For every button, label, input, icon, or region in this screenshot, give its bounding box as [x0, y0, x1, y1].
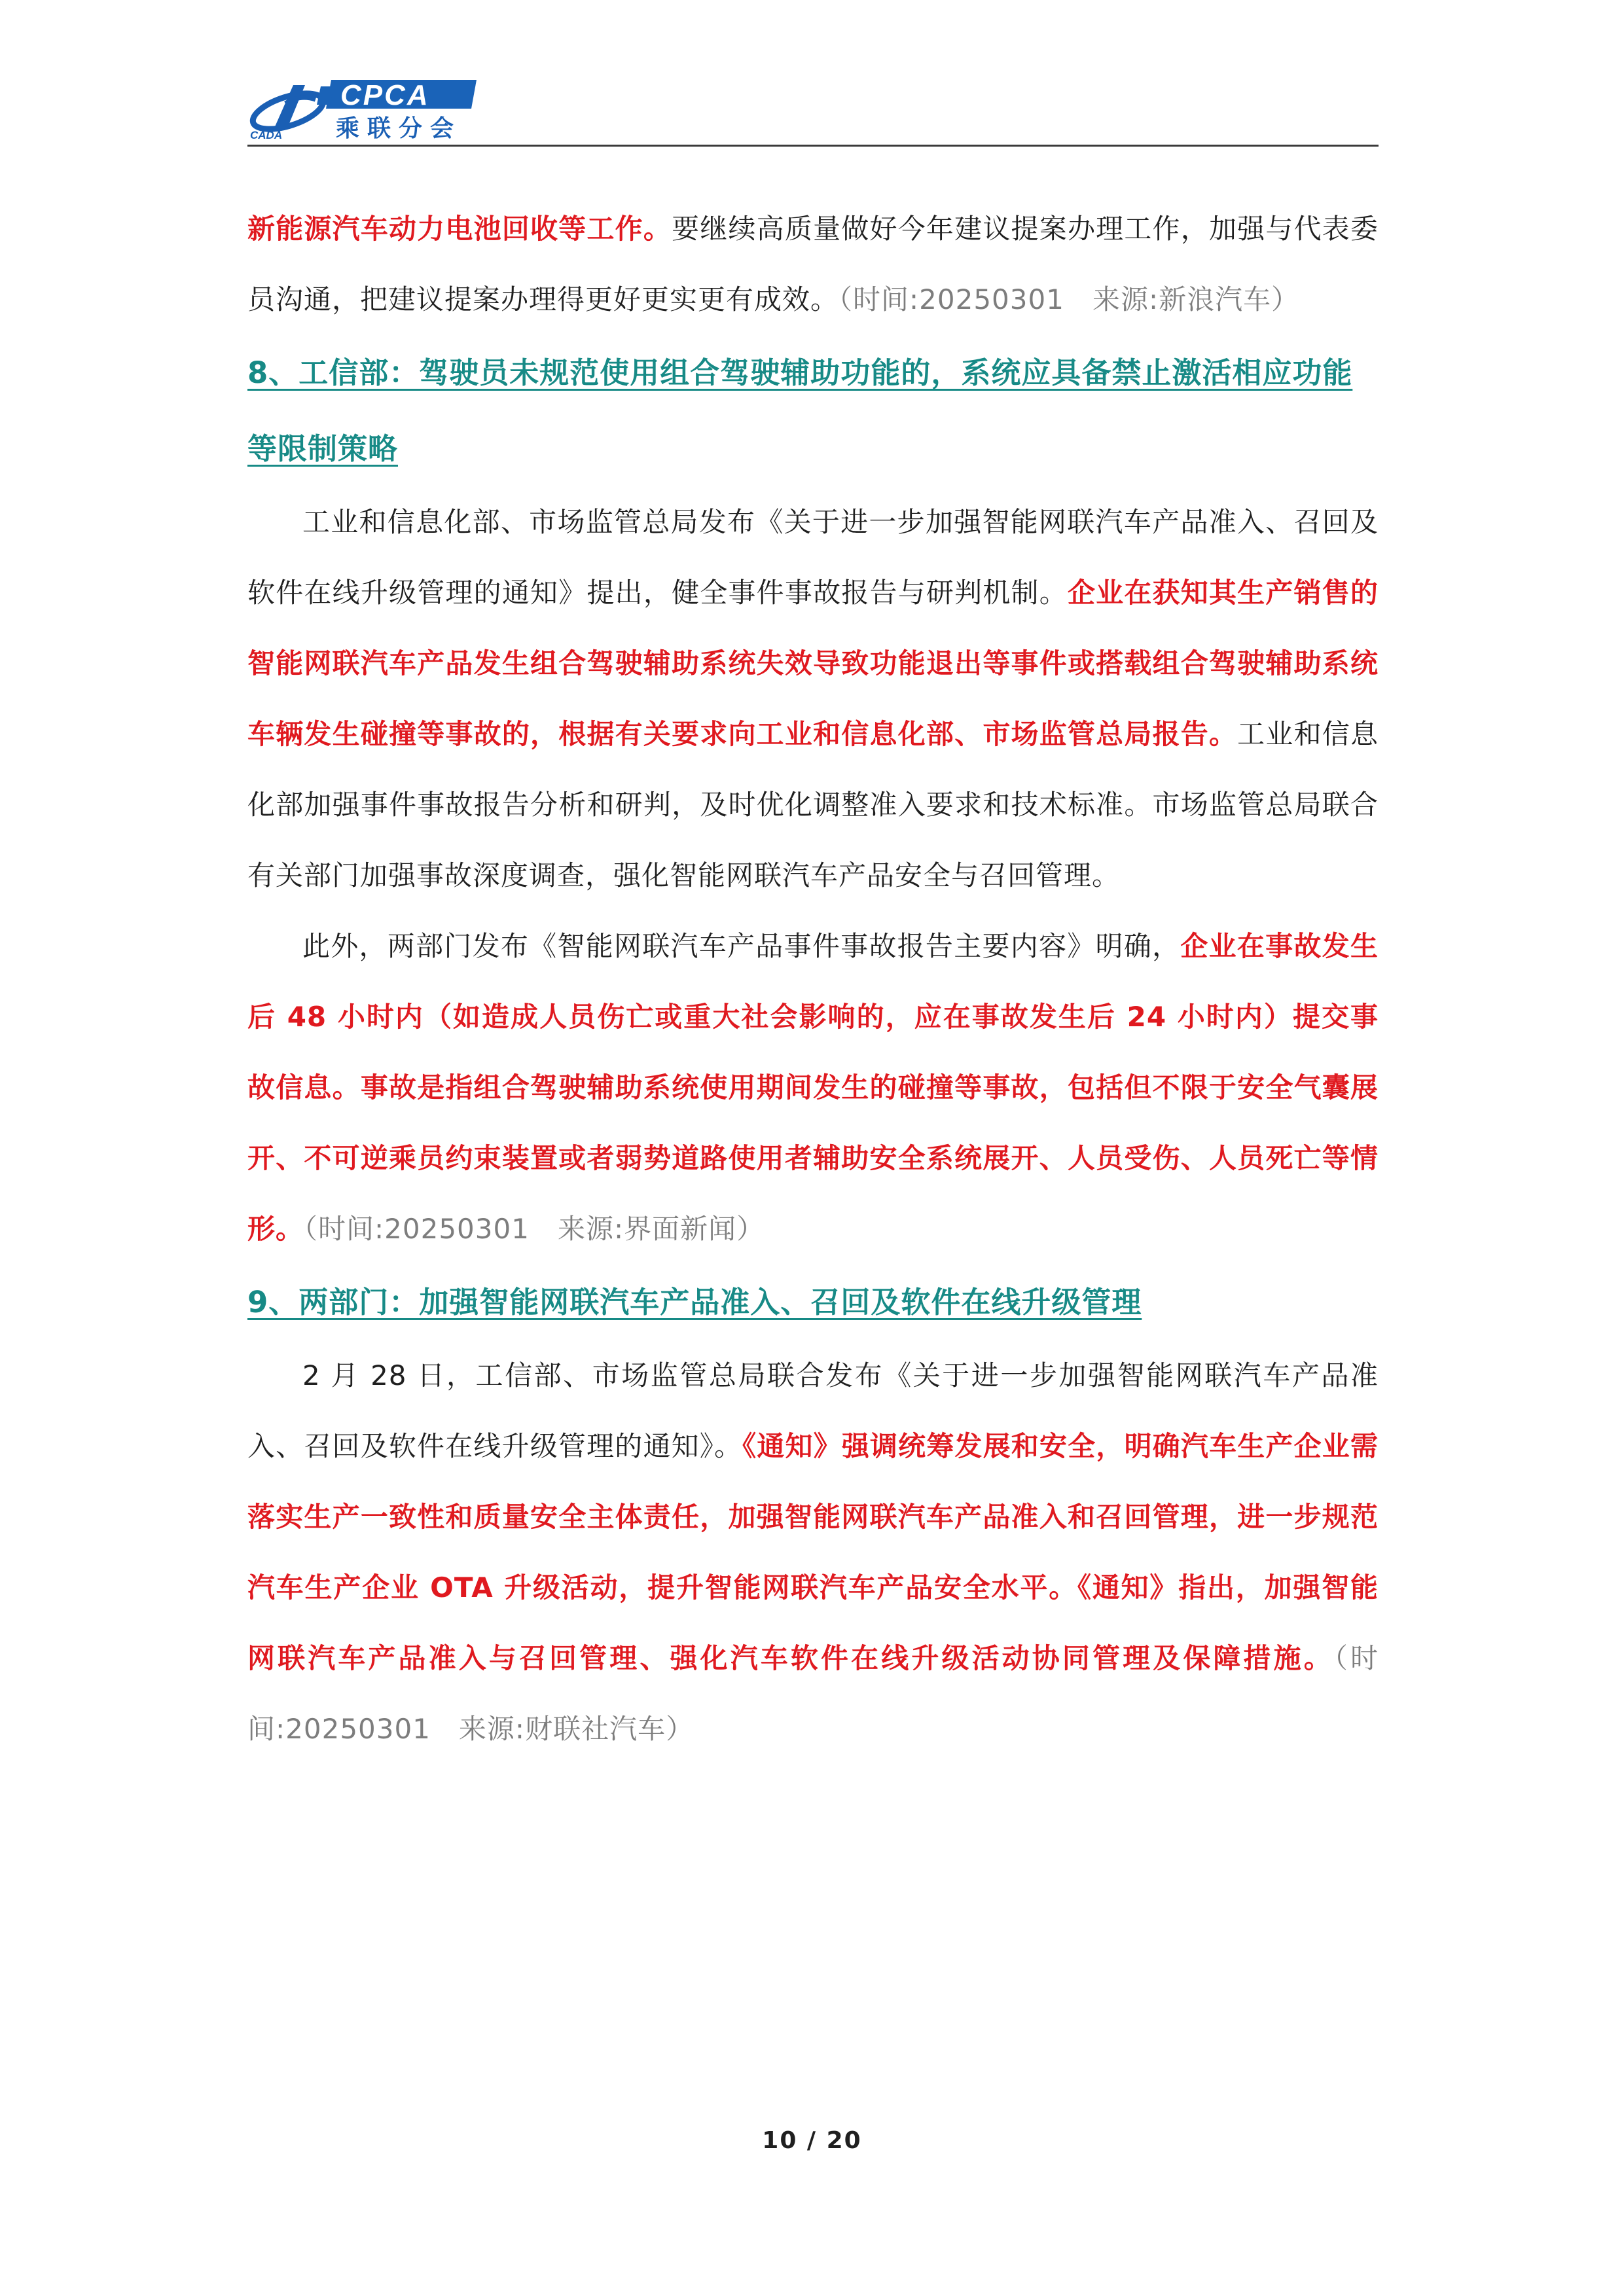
- body-text: 要继续高质量做好今年建议提案办理工作，加强与代表委员沟通，把建议提案办理得更好更实更有成效。: [247, 213, 1379, 315]
- cpca-logo: [247, 71, 477, 144]
- logo-text: CPCA: [340, 79, 430, 111]
- logo-left-text: CADA: [250, 129, 283, 141]
- emphasis-text: 《通知》强调统筹发展和安全，明确汽车生产企业需落实生产一致性和质量安全主体责任，加强智能网联汽车产品准入和召回管理，进一步规范汽车生产企业 OTA 升级活动，提升智能网联汽车产品安全水平。《通知》指出，加强智能网联汽车产品准入与召回管理、强化汽车软件在线升级活动协同管理及保障措施。: [247, 1430, 1379, 1674]
- source-note: （时间:20250301 来源:界面新闻）: [304, 1213, 765, 1245]
- heading-text: 9、两部门：加强智能网联汽车产品准入、召回及软件在线升级管理: [247, 1285, 1142, 1319]
- paragraph-8b: [247, 911, 1379, 1265]
- page-number: 10 / 20: [762, 2127, 862, 2154]
- paragraph-continuation: [247, 194, 1379, 335]
- source-note: （时间:20250301 来源:财联社汽车）: [247, 1642, 1379, 1745]
- emphasis-text: 企业在事故发生后 48 小时内（如造成人员伤亡或重大社会影响的，应在事故发生后 24 小时内）提交事故信息。事故是指组合驾驶辅助系统使用期间发生的碰撞等事故，包括但不限于安全气囊展开、不可逆乘员约束装置或者弱势道路使用者辅助安全系统展开、人员受伤、人员死亡等情形。: [247, 930, 1379, 1245]
- body-text: 工业和信息化部加强事件事故报告分析和研判，及时优化调整准入要求和技术标准。市场监管总局联合有关部门加强事故深度调查，强化智能网联汽车产品安全与召回管理。: [247, 718, 1379, 891]
- body-text: 工业和信息化部、市场监管总局发布《关于进一步加强智能网联汽车产品准入、召回及软件在线升级管理的通知》提出，健全事件事故报告与研判机制。: [247, 506, 1379, 609]
- document-body: [247, 194, 1379, 1765]
- paragraph-8a: [247, 487, 1379, 911]
- section-heading-8: [247, 335, 1379, 487]
- cpca-logo-icon: [247, 71, 477, 144]
- emphasis-text: 新能源汽车动力电池回收等工作。: [247, 213, 672, 245]
- heading-text: 8、工信部：驾驶员未规范使用组合驾驶辅助功能的，系统应具备禁止激活相应功能等限制策略: [247, 355, 1353, 466]
- header-divider: [247, 145, 1379, 147]
- section-heading-9: [247, 1265, 1379, 1340]
- body-text: 2 月 28 日，工信部、市场监管总局联合发布《关于进一步加强智能网联汽车产品准入、召回及软件在线升级管理的通知》。: [247, 1359, 1379, 1462]
- paragraph-9: [247, 1340, 1379, 1765]
- body-text: 此外，两部门发布《智能网联汽车产品事件事故报告主要内容》明确，: [302, 930, 1181, 962]
- emphasis-text: 企业在获知其生产销售的智能网联汽车产品发生组合驾驶辅助系统失效导致功能退出等事件或搭载组合驾驶辅助系统车辆发生碰撞等事故的，根据有关要求向工业和信息化部、市场监管总局报告。: [247, 577, 1379, 750]
- logo-subtitle: 乘联分会: [336, 115, 462, 142]
- source-note: （时间:20250301 来源:新浪汽车）: [839, 283, 1300, 315]
